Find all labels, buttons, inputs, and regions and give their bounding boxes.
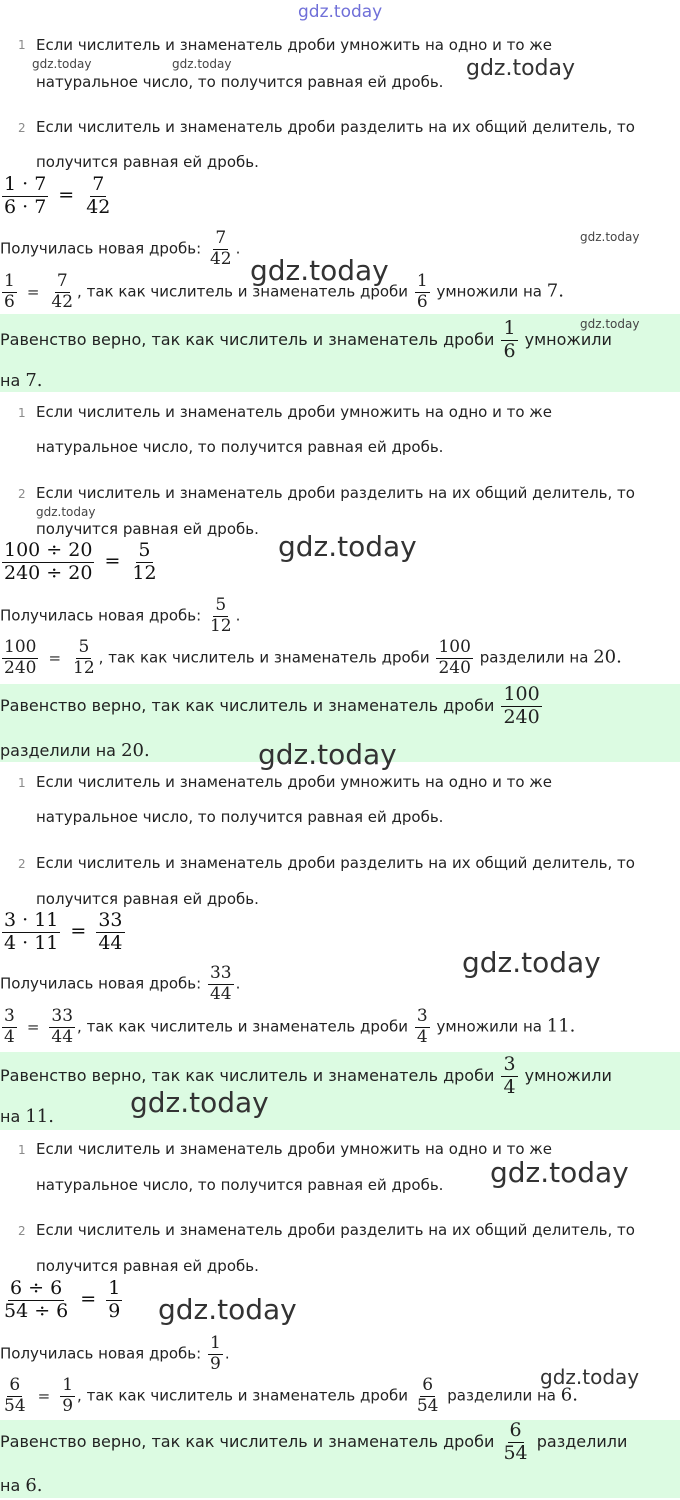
watermark: gdz.today <box>32 57 92 71</box>
calc-denominator: 54 ÷ 6 <box>4 1299 69 1322</box>
rule-2-line-1: Если числитель и знаменатель дроби разделить на их общий делитель, то <box>36 484 635 502</box>
new-fraction-label: Получилась новая дробь: <box>0 974 202 993</box>
new-fraction-label: Получилась новая дробь: <box>0 1344 202 1363</box>
result-denominator: 42 <box>86 195 111 218</box>
calc-numerator: 6 ÷ 6 <box>10 1277 63 1299</box>
new-fraction-label: Получилась новая дробь: <box>0 606 202 625</box>
calculation: $\frac{1 \cdot 7}{6 \cdot 7}$ = $\frac{7}{42}$ <box>4 173 111 218</box>
rule-number-1: 1 <box>18 776 26 790</box>
calc-denominator: 4 · 11 <box>4 931 59 954</box>
watermark-top: gdz.today <box>298 2 383 22</box>
rule-2-line-2: получится равная ей дробь. <box>36 890 259 908</box>
rule-1-line-1: Если числитель и знаменатель дроби умножить на одно и то же <box>36 773 553 791</box>
new-fraction-line: Получилась новая дробь: $\frac{7}{42}$ . <box>0 228 241 269</box>
rule-2-line-1: Если числитель и знаменатель дроби разделить на их общий делитель, то <box>36 854 635 872</box>
watermark: gdz.today <box>540 1365 640 1389</box>
answer-line-1: Равенство верно, так как числитель и знаменатель дроби $\frac{3}{4}$ умножили <box>0 1053 612 1098</box>
watermark: gdz.today <box>580 317 640 331</box>
watermark: gdz.today <box>258 738 397 771</box>
equality-line: $\frac{1}{6}$ = $\frac{7}{42}$ , так как числитель и знаменатель дроби $\frac{1}{6}$ умножили на 7. <box>4 271 564 312</box>
rule-number-2: 2 <box>18 487 26 501</box>
watermark: gdz.today <box>580 230 640 244</box>
rule-1-line-1: Если числитель и знаменатель дроби умножить на одно и то же <box>36 36 553 54</box>
new-fraction-line: Получилась новая дробь: $\frac{33}{44}$ . <box>0 963 241 1004</box>
equality-line: $\frac{3}{4}$ = $\frac{33}{44}$ , так как числитель и знаменатель дроби $\frac{3}{4}$ умножили на 11. <box>4 1006 576 1047</box>
answer-line-2: на 11. <box>0 1106 54 1127</box>
calc-numerator: 1 · 7 <box>4 173 47 195</box>
rule-number-1: 1 <box>18 1143 26 1157</box>
answer-line-1: Равенство верно, так как числитель и знаменатель дроби $\frac{100}{240}$ <box>0 683 540 728</box>
new-fraction-line: Получилась новая дробь: $\frac{1}{9}$ . <box>0 1333 230 1374</box>
rule-number-1: 1 <box>18 38 26 52</box>
rule-number-2: 2 <box>18 1224 26 1238</box>
answer-line-2: на 6. <box>0 1475 43 1496</box>
equality-line: $\frac{100}{240}$ = $\frac{5}{12}$ , так как числитель и знаменатель дроби $\frac{100}{240}$ разделили на 20. <box>4 637 622 678</box>
watermark: gdz.today <box>462 946 601 979</box>
rule-1-line-1: Если числитель и знаменатель дроби умножить на одно и то же <box>36 403 553 421</box>
result-denominator: 12 <box>132 561 157 584</box>
new-fraction-label: Получилась новая дробь: <box>0 239 202 258</box>
answer-line-2: разделили на 20. <box>0 740 150 761</box>
watermark: gdz.today <box>158 1293 297 1326</box>
rule-1-line-1: Если числитель и знаменатель дроби умножить на одно и то же <box>36 1140 553 1158</box>
watermark: gdz.today <box>36 505 96 519</box>
rule-2-line-2: получится равная ей дробь. <box>36 520 259 538</box>
result-numerator: 1 <box>108 1277 121 1299</box>
rule-1-line-2: натуральное число, то получится равная ей дробь. <box>36 808 444 826</box>
calc-denominator: 240 ÷ 20 <box>4 561 93 584</box>
answer-line-2: на 7. <box>0 370 43 391</box>
rule-2-line-1: Если числитель и знаменатель дроби разделить на их общий делитель, то <box>36 118 635 136</box>
watermark: gdz.today <box>466 56 576 81</box>
result-denominator: 44 <box>98 931 123 954</box>
result-numerator: 5 <box>138 539 151 561</box>
calculation: $\frac{6 \div 6}{54 \div 6}$ = $\frac{1}{9}$ <box>4 1277 121 1322</box>
rule-1-line-2: натуральное число, то получится равная ей дробь. <box>36 1176 444 1194</box>
answer-line-1: Равенство верно, так как числитель и знаменатель дроби $\frac{1}{6}$ умножили <box>0 317 612 362</box>
rule-1-line-2: натуральное число, то получится равная ей дробь. <box>36 73 444 91</box>
rule-2-line-2: получится равная ей дробь. <box>36 1257 259 1275</box>
rule-number-2: 2 <box>18 121 26 135</box>
rule-number-1: 1 <box>18 406 26 420</box>
calc-numerator: 100 ÷ 20 <box>4 539 93 561</box>
result-numerator: 7 <box>92 173 105 195</box>
calc-denominator: 6 · 7 <box>4 195 47 218</box>
result-numerator: 33 <box>98 909 123 931</box>
rule-2-line-2: получится равная ей дробь. <box>36 153 259 171</box>
new-fraction-line: Получилась новая дробь: $\frac{5}{12}$ . <box>0 595 241 636</box>
watermark: gdz.today <box>172 57 232 71</box>
watermark: gdz.today <box>278 530 417 563</box>
watermark: gdz.today <box>250 254 389 287</box>
rule-1-line-2: натуральное число, то получится равная ей дробь. <box>36 438 444 456</box>
calculation: $\frac{100 \div 20}{240 \div 20}$ = $\frac{5}{12}$ <box>4 539 157 584</box>
watermark: gdz.today <box>490 1156 629 1189</box>
rule-number-2: 2 <box>18 857 26 871</box>
equality-line: $\frac{6}{54}$ = $\frac{1}{9}$ , так как числитель и знаменатель дроби $\frac{6}{54}$ разделили на 6. <box>4 1375 578 1416</box>
calculation: $\frac{3 \cdot 11}{4 \cdot 11}$ = $\frac{33}{44}$ <box>4 909 123 954</box>
watermark: gdz.today <box>130 1086 269 1119</box>
calc-numerator: 3 · 11 <box>4 909 59 931</box>
result-denominator: 9 <box>108 1299 121 1322</box>
rule-2-line-1: Если числитель и знаменатель дроби разделить на их общий делитель, то <box>36 1221 635 1239</box>
answer-line-1: Равенство верно, так как числитель и знаменатель дроби $\frac{6}{54}$ разделили <box>0 1419 628 1464</box>
